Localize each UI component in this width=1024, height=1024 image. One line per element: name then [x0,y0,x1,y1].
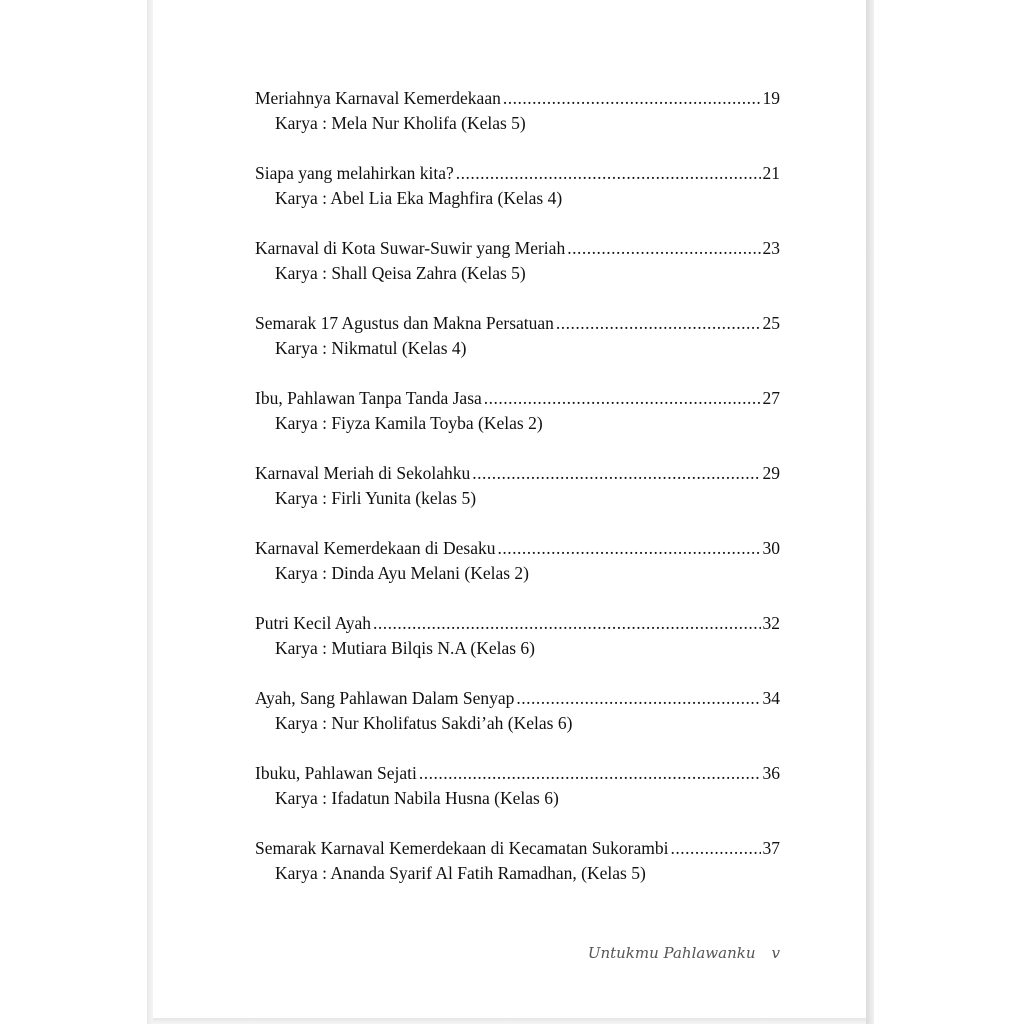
toc-page-number: 30 [762,538,780,558]
toc-entry [255,161,780,236]
toc-title: Meriahnya Karnaval Kemerdekaan [255,88,501,108]
toc-title: Ibuku, Pahlawan Sejati [255,763,417,783]
dot-leader [484,386,761,411]
toc-author: Karya : Nikmatul (Kelas 4) [275,338,467,358]
toc-title-line [255,461,780,486]
toc-page-number: 36 [762,763,780,783]
toc-page-number: 32 [762,613,780,633]
toc-author: Karya : Shall Qeisa Zahra (Kelas 5) [275,263,526,283]
page-footer [560,944,780,962]
toc-title-line [255,761,780,786]
toc-page-number: 25 [762,313,780,333]
toc-title: Karnaval di Kota Suwar-Suwir yang Meriah [255,238,566,258]
toc-author: Karya : Dinda Ayu Melani (Kelas 2) [275,563,530,583]
toc-author: Karya : Ifadatun Nabila Husna (Kelas 6) [275,788,559,808]
toc-entry [255,386,780,461]
toc-author: Karya : Mutiara Bilqis N.A (Kelas 6) [275,638,536,658]
toc-page-number: 27 [762,388,780,408]
toc-page-number: 19 [762,88,780,108]
toc-entry [255,86,780,161]
dot-leader [472,461,760,486]
toc-title-line [255,86,780,111]
toc-title: Ayah, Sang Pahlawan Dalam Senyap [255,688,515,708]
dot-leader [419,761,761,786]
toc-page-number: 21 [762,163,780,183]
toc-author: Karya : Fiyza Kamila Toyba (Kelas 2) [275,413,543,433]
footer-book-title: Untukmu Pahlawanku [587,944,756,962]
toc-title-line [255,611,780,636]
toc-author: Karya : Ananda Syarif Al Fatih Ramadhan, (Kelas 5) [275,863,646,883]
toc-author: Karya : Nur Kholifatus Sakdi’ah (Kelas 6) [275,713,573,733]
toc-title-line [255,236,780,261]
toc-entry [255,536,780,611]
toc-entry [255,236,780,311]
toc-author: Karya : Firli Yunita (kelas 5) [275,488,477,508]
toc-title-line [255,686,780,711]
toc-entry [255,836,780,911]
table-of-contents [255,86,780,911]
toc-title: Ibu, Pahlawan Tanpa Tanda Jasa [255,388,482,408]
toc-page-number: 23 [762,238,780,258]
page-shadow-right [866,0,874,1024]
toc-title: Karnaval Meriah di Sekolahku [255,463,471,483]
toc-page-number: 34 [762,688,780,708]
dot-leader [556,311,761,336]
toc-title: Karnaval Kemerdekaan di Desaku [255,538,496,558]
toc-entry [255,611,780,686]
toc-page-number: 37 [762,838,780,858]
toc-entry [255,311,780,386]
toc-author: Karya : Abel Lia Eka Maghfira (Kelas 4) [275,188,563,208]
dot-leader [456,161,761,186]
toc-title: Semarak 17 Agustus dan Makna Persatuan [255,313,554,333]
toc-title-line [255,311,780,336]
toc-title: Putri Kecil Ayah [255,613,372,633]
toc-page-number: 29 [762,463,780,483]
toc-title-line [255,836,780,861]
toc-author: Karya : Mela Nur Kholifa (Kelas 5) [275,113,526,133]
toc-title: Semarak Karnaval Kemerdekaan di Kecamatan Sukorambi [255,838,669,858]
dot-leader [373,611,760,636]
toc-title: Siapa yang melahirkan kita? [255,163,454,183]
toc-title-line [255,161,780,186]
dot-leader [567,236,760,261]
toc-entry [255,686,780,761]
toc-title-line [255,386,780,411]
dot-leader [671,836,761,861]
dot-leader [498,536,761,561]
page-bottom-edge [153,1018,866,1024]
toc-entry [255,461,780,536]
toc-entry [255,761,780,836]
dot-leader [503,86,761,111]
footer-page-number: v [771,944,780,962]
toc-title-line [255,536,780,561]
dot-leader [516,686,760,711]
